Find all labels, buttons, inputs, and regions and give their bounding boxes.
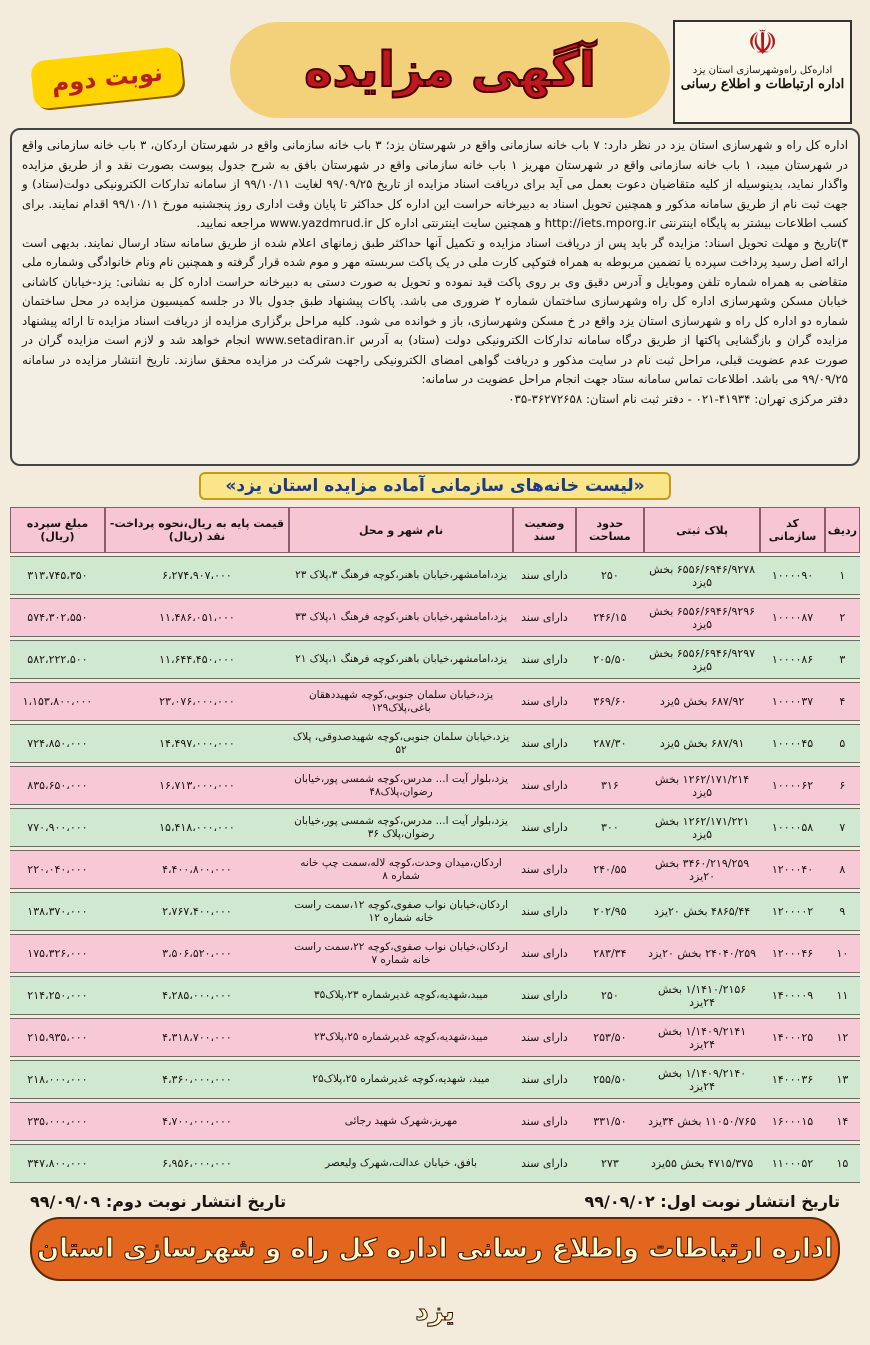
row-number-cell: ۲ [825,598,860,637]
address-cell: یزد،بلوار آیت ا... مدرس،کوچه شمسی پور،خیابان رضوان،پلاک ۳۶ [289,808,513,847]
org-code-cell: ۱۴۰۰۰۲۵ [760,1018,825,1057]
base-price-cell: ۱۶،۷۱۳،۰۰۰،۰۰۰ [105,766,289,805]
address-cell: یزد،امامشهر،خیابان باهنر،کوچه فرهنگ ۳،پلاک ۲۳ [289,556,513,595]
base-price-cell: ۱۱،۶۴۴،۴۵۰،۰۰۰ [105,640,289,679]
row-number-cell: ۱۲ [825,1018,860,1057]
address-cell: اردکان،میدان وحدت،کوچه لاله،سمت چپ خانه شماره ۸ [289,850,513,889]
row-number-cell: ۷ [825,808,860,847]
deed-status-cell: دارای سند [513,766,576,805]
table-row [10,850,860,889]
registration-plate-cell: ۳۴۶۰/۲۱۹/۲۵۹ بخش ۲۰یزد [644,850,760,889]
org-code-cell: ۱۱۰۰۰۵۲ [760,1144,825,1183]
base-price-cell: ۱۵،۴۱۸،۰۰۰،۰۰۰ [105,808,289,847]
row-number-cell: ۴ [825,682,860,721]
deed-status-cell: دارای سند [513,724,576,763]
table-row [10,1018,860,1057]
area-cell: ۲۴۰/۵۵ [576,850,644,889]
deed-status-cell: دارای سند [513,1060,576,1099]
deed-status-cell: دارای سند [513,598,576,637]
address-cell: میبد، شهدیه،کوچه غدیرشماره ۲۵،پلاک۲۵ [289,1060,513,1099]
area-cell: ۲۴۶/۱۵ [576,598,644,637]
registration-plate-cell: ۶۵۵۶/۶۹۴۶/۹۲۷۸ بخش ۵یزد [644,556,760,595]
base-price-cell: ۶،۲۷۴،۹۰۷،۰۰۰ [105,556,289,595]
column-header: کد سازمانی [760,507,825,553]
column-header: مبلغ سپرده (ریال) [10,507,105,553]
registration-plate-cell: ۱۲۶۲/۱۷۱/۲۲۱ بخش ۵یزد [644,808,760,847]
deposit-amount-cell: ۲۱۸،۰۰۰،۰۰۰ [10,1060,105,1099]
header [10,6,860,124]
area-cell: ۲۷۳ [576,1144,644,1183]
area-cell: ۲۵۰ [576,976,644,1015]
address-cell: یزد،امامشهر،خیابان باهنر،کوچه فرهنگ ۱،پلاک ۲۱ [289,640,513,679]
registration-plate-cell: ۴۸۶۵/۴۴ بخش ۲۰یزد [644,892,760,931]
org-code-cell: ۱۰۰۰۰۹۰ [760,556,825,595]
org-code-cell: ۱۰۰۰۰۴۵ [760,724,825,763]
row-number-cell: ۵ [825,724,860,763]
deposit-amount-cell: ۱،۱۵۳،۸۰۰،۰۰۰ [10,682,105,721]
column-header: پلاک ثبتی [644,507,760,553]
deed-status-cell: دارای سند [513,1144,576,1183]
table-row [10,598,860,637]
deed-status-cell: دارای سند [513,640,576,679]
deposit-amount-cell: ۲۲۰،۰۴۰،۰۰۰ [10,850,105,889]
base-price-cell: ۴،۴۰۰،۸۰۰،۰۰۰ [105,850,289,889]
org-code-cell: ۱۲۰۰۰۴۶ [760,934,825,973]
area-cell: ۲۰۵/۵۰ [576,640,644,679]
base-price-cell: ۶،۹۵۶،۰۰۰،۰۰۰ [105,1144,289,1183]
table-header-row [10,507,860,553]
org-code-cell: ۱۰۰۰۰۸۷ [760,598,825,637]
area-cell: ۳۱۶ [576,766,644,805]
deposit-amount-cell: ۳۴۷،۸۰۰،۰۰۰ [10,1144,105,1183]
publication-dates [10,1186,860,1215]
deposit-amount-cell: ۲۱۵،۹۳۵،۰۰۰ [10,1018,105,1057]
org-name-line1: اداره‌کل راه‌وشهرسازی استان یزد [692,65,833,76]
org-code-cell: ۱۴۰۰۰۰۹ [760,976,825,1015]
iran-emblem-icon: ☫ [747,23,778,63]
table-row [10,766,860,805]
registration-plate-cell: ۶۸۷/۹۲ بخش ۵یزد [644,682,760,721]
base-price-cell: ۲۳،۰۷۶،۰۰۰،۰۰۰ [105,682,289,721]
registration-plate-cell: ۱/۱۴۱۰/۲۱۵۶ بخش ۲۴یزد [644,976,760,1015]
column-header: نام شهر و محل [289,507,513,553]
area-cell: ۳۰۰ [576,808,644,847]
area-cell: ۲۵۳/۵۰ [576,1018,644,1057]
base-price-cell: ۳،۵۰۶،۵۲۰،۰۰۰ [105,934,289,973]
intro-paragraph: ۳)تاریخ و مهلت تحویل اسناد: مزایده گر باید پس از دریافت اسناد مزایده و تکمیل آنها حداکثر طبق زمانهای اعلام شده از طریق سامانه ستاد ارسال نمایند. بدیهی است ارائه اصل رسید پرداخت سپرده یا تضمین مربوطه به همراه فتوکپی کارت ملی در یک پاکت سربسته مهر و موم شده قرار گرفته و همچنین نام ونام خانوادگی وشماره ملی متقاضی به همراه شماره تلفن وموبایل و آدرس دقیق وی بر روی پاکت قید نموده و تحویل به صورت دستی به دبیرخانه حراست اداره کل به نشانی: یزد-خیابان کاشانی خیابان مسکن وشهرسازی اداره کل راه وشهرسازی ساختمان شماره ۲ ضروری می باشد. پاکات پیشنهاد طبق جدول بالا در جلسه کمیسیون مزایده در محل ساختمان شماره دو اداره کل راه و شهرسازی استان یزد واقع در خ مسکن وشهرسازی، باز و خوانده می شود. کلیه مراحل برگزاری مزایده از دریافت اسناد مزایده تا ارائه پیشنهاد مزایده گران و بازگشایی پاکتها از طریق درگاه سامانه تدارکات الکترونیکی دولت (ستاد) به آدرس www.setadiran.ir انجام خواهد شد و لازم است مزایده گران در صورت عدم عضویت قبلی، مراحل ثبت نام در سایت مذکور و دریافت گواهی امضای الکترونیکی راجهت شرکت در مزایده محقق سازند. تاریخ انتشار مزایده در سامانه ۹۹/۰۹/۲۵ می باشد. اطلاعات تماس سامانه ستاد جهت انجام مراحل عضویت در سامانه: [22,235,848,386]
table-row [10,1060,860,1099]
column-header: قیمت پایه به ریال،نحوه پرداخت-نقد (ریال) [105,507,289,553]
org-code-cell: ۱۰۰۰۰۸۶ [760,640,825,679]
base-price-cell: ۱۴،۴۹۷،۰۰۰،۰۰۰ [105,724,289,763]
area-cell: ۲۸۷/۳۰ [576,724,644,763]
org-name-line2: اداره ارتباطات و اطلاع رسانی [680,77,845,92]
area-cell: ۲۰۲/۹۵ [576,892,644,931]
footer-banner [30,1217,840,1327]
table-row [10,556,860,595]
deposit-amount-cell: ۸۳۵،۶۵۰،۰۰۰ [10,766,105,805]
row-number-cell: ۱۴ [825,1102,860,1141]
table-row [10,892,860,931]
address-cell: یزد،خیابان سلمان جنوبی،کوچه شهیدصدوقی، پلاک ۵۲ [289,724,513,763]
table-row [10,724,860,763]
area-cell: ۳۳۱/۵۰ [576,1102,644,1141]
registration-plate-cell: ۶۵۵۶/۶۹۴۶/۹۲۹۷ بخش ۵یزد [644,640,760,679]
address-cell: اردکان،خیابان نواب صفوی،کوچه ۲۲،سمت راست خانه شماره ۷ [289,934,513,973]
address-cell: یزد،امامشهر،خیابان باهنر،کوچه فرهنگ ۱،پلاک ۳۳ [289,598,513,637]
address-cell: میبد،شهدیه،کوچه غدیرشماره ۲۳،پلاک۳۵ [289,976,513,1015]
org-code-cell: ۱۰۰۰۰۵۸ [760,808,825,847]
row-number-cell: ۱۳ [825,1060,860,1099]
page-title: آگهی مزایده [304,42,596,98]
area-cell: ۲۵۰ [576,556,644,595]
deposit-amount-cell: ۳۱۳،۷۴۵،۳۵۰ [10,556,105,595]
row-number-cell: ۶ [825,766,860,805]
row-number-cell: ۱۵ [825,1144,860,1183]
second-publication-date: تاریخ انتشار نوبت دوم: ۹۹/۰۹/۰۹ [30,1192,287,1211]
base-price-cell: ۴،۲۸۵،۰۰۰،۰۰۰ [105,976,289,1015]
table-row [10,934,860,973]
base-price-cell: ۲،۷۶۷،۴۰۰،۰۰۰ [105,892,289,931]
registration-plate-cell: ۱/۱۴۰۹/۲۱۴۰ بخش ۲۴یزد [644,1060,760,1099]
area-cell: ۲۵۵/۵۰ [576,1060,644,1099]
first-publication-date: تاریخ انتشار نوبت اول: ۹۹/۰۹/۰۲ [584,1192,840,1211]
registration-plate-cell: ۴۷۱۵/۳۷۵ بخش ۵۵یزد [644,1144,760,1183]
table-row [10,682,860,721]
deed-status-cell: دارای سند [513,682,576,721]
row-number-cell: ۱ [825,556,860,595]
column-header: حدود مساحت [576,507,644,553]
deposit-amount-cell: ۲۱۴،۲۵۰،۰۰۰ [10,976,105,1015]
table-row [10,808,860,847]
row-number-cell: ۳ [825,640,860,679]
deposit-amount-cell: ۷۲۴،۸۵۰،۰۰۰ [10,724,105,763]
base-price-cell: ۴،۳۱۸،۷۰۰،۰۰۰ [105,1018,289,1057]
deed-status-cell: دارای سند [513,808,576,847]
address-cell: اردکان،خیابان نواب صفوی،کوچه ۱۲،سمت راست خانه شماره ۱۲ [289,892,513,931]
area-cell: ۳۶۹/۶۰ [576,682,644,721]
base-price-cell: ۴،۷۰۰،۰۰۰،۰۰۰ [105,1102,289,1141]
column-header: ردیف [825,507,860,553]
row-number-cell: ۹ [825,892,860,931]
deed-status-cell: دارای سند [513,1018,576,1057]
registration-plate-cell: ۲۴۰۴۰/۲۵۹ بخش ۲۰یزد [644,934,760,973]
table-row [10,1102,860,1141]
org-code-cell: ۱۰۰۰۰۶۲ [760,766,825,805]
org-code-cell: ۱۲۰۰۰۴۰ [760,850,825,889]
org-code-cell: ۱۶۰۰۰۱۵ [760,1102,825,1141]
deed-status-cell: دارای سند [513,934,576,973]
table-body [10,556,860,1183]
deposit-amount-cell: ۱۳۸،۳۷۰،۰۰۰ [10,892,105,931]
address-cell: بافق، خیابان عدالت،شهرک ولیعصر [289,1144,513,1183]
org-code-cell: ۱۴۰۰۰۳۶ [760,1060,825,1099]
org-code-cell: ۱۲۰۰۰۰۲ [760,892,825,931]
intro-paragraph: دفتر مرکزی تهران: ۴۱۹۳۴-۰۲۱ - دفتر ثبت نام استان: ۳۶۲۷۲۶۵۸-۰۳۵ [508,391,848,406]
registration-plate-cell: ۶۸۷/۹۱ بخش ۵یزد [644,724,760,763]
base-price-cell: ۱۱،۴۸۶،۰۵۱،۰۰۰ [105,598,289,637]
deed-status-cell: دارای سند [513,850,576,889]
area-cell: ۲۸۳/۳۴ [576,934,644,973]
deposit-amount-cell: ۵۷۴،۳۰۲،۵۵۰ [10,598,105,637]
deed-status-cell: دارای سند [513,556,576,595]
row-number-cell: ۸ [825,850,860,889]
title-banner [230,22,670,118]
deed-status-cell: دارای سند [513,892,576,931]
deposit-amount-cell: ۲۳۵،۰۰۰،۰۰۰ [10,1102,105,1141]
intro-text-box [10,128,860,466]
deed-status-cell: دارای سند [513,1102,576,1141]
registration-plate-cell: ۶۵۵۶/۶۹۴۶/۹۲۹۶ بخش ۵یزد [644,598,760,637]
second-round-badge: نوبت دوم [30,46,184,109]
table-row [10,1144,860,1183]
column-header: وضعیت سند [513,507,576,553]
row-number-cell: ۱۱ [825,976,860,1015]
registration-plate-cell: ۱۲۶۲/۱۷۱/۲۱۴ بخش ۵یزد [644,766,760,805]
org-code-cell: ۱۰۰۰۰۳۷ [760,682,825,721]
deposit-amount-cell: ۱۷۵،۳۲۶،۰۰۰ [10,934,105,973]
table-row [10,640,860,679]
deposit-amount-cell: ۷۷۰،۹۰۰،۰۰۰ [10,808,105,847]
address-cell: مهریز،شهرک شهید رجائی [289,1102,513,1141]
deposit-amount-cell: ۵۸۲،۲۲۲،۵۰۰ [10,640,105,679]
registration-plate-cell: ۱۱۰۵۰/۷۶۵ بخش ۳۴یزد [644,1102,760,1141]
address-cell: یزد،خیابان سلمان جنوبی،کوچه شهیددهقان باغی،پلاک۱۲۹ [289,682,513,721]
table-row [10,976,860,1015]
list-title [10,472,860,500]
houses-table [10,504,860,1186]
address-cell: میبد،شهدیه،کوچه غدیرشماره ۲۵،پلاک۲۳ [289,1018,513,1057]
row-number-cell: ۱۰ [825,934,860,973]
address-cell: یزد،بلوار آیت ا... مدرس،کوچه شمسی پور،خیابان رضوان،پلاک۴۸ [289,766,513,805]
deed-status-cell: دارای سند [513,976,576,1015]
registration-plate-cell: ۱/۱۴۰۹/۲۱۴۱ بخش ۲۴یزد [644,1018,760,1057]
intro-paragraph: اداره کل راه و شهرسازی استان یزد در نظر دارد: ۷ باب خانه سازمانی واقع در شهرستان یزد؛ ۳ باب خانه سازمانی واقع در شهرستان اردکان، ۳ باب خانه سازمانی واقع در شهرستان میبد، ۱ باب خانه سازمانی واقع در شهرستان مهریز ۱ باب خانه سازمانی واقع در شهرستان بافق به شرح جدول پیوست بصورت نقد و از طریق مزایده واگذار نماید، بدینوسیله از کلیه متقاضیان دعوت بعمل می آید برای دریافت اسناد مزایده از تاریخ ۹۹/۰۹/۲۵ لغایت ۹۹/۱۰/۱۱ از سامانه تدارکات الکترونیکی دولت(ستاد) و جهت ثبت نام از طریق سامانه مذکور و همچنین تحویل اسناد به دبیرخانه حراست این اداره کل حداکثر تا پایان وقت اداری روز پنجشنبه مورخ ۹۹/۱۰/۱۱ اقدام نمایند. برای کسب اطلاعات بیشتر به پایگاه اینترنتی http://iets.mporg.ir و همچنین سایت اینترنتی اداره کل www.yazdmrud.ir مراجعه نمایید. [22,138,849,230]
organization-logo [673,20,852,124]
footer-text: اداره ارتباطات واطلاع رسانی اداره کل راه و شهرسازی استان یزد [36,1234,834,1327]
base-price-cell: ۴،۳۶۰،۰۰۰،۰۰۰ [105,1060,289,1099]
list-title-text: «لیست خانه‌های سازمانی آماده مزایده استان یزد» [199,472,670,500]
